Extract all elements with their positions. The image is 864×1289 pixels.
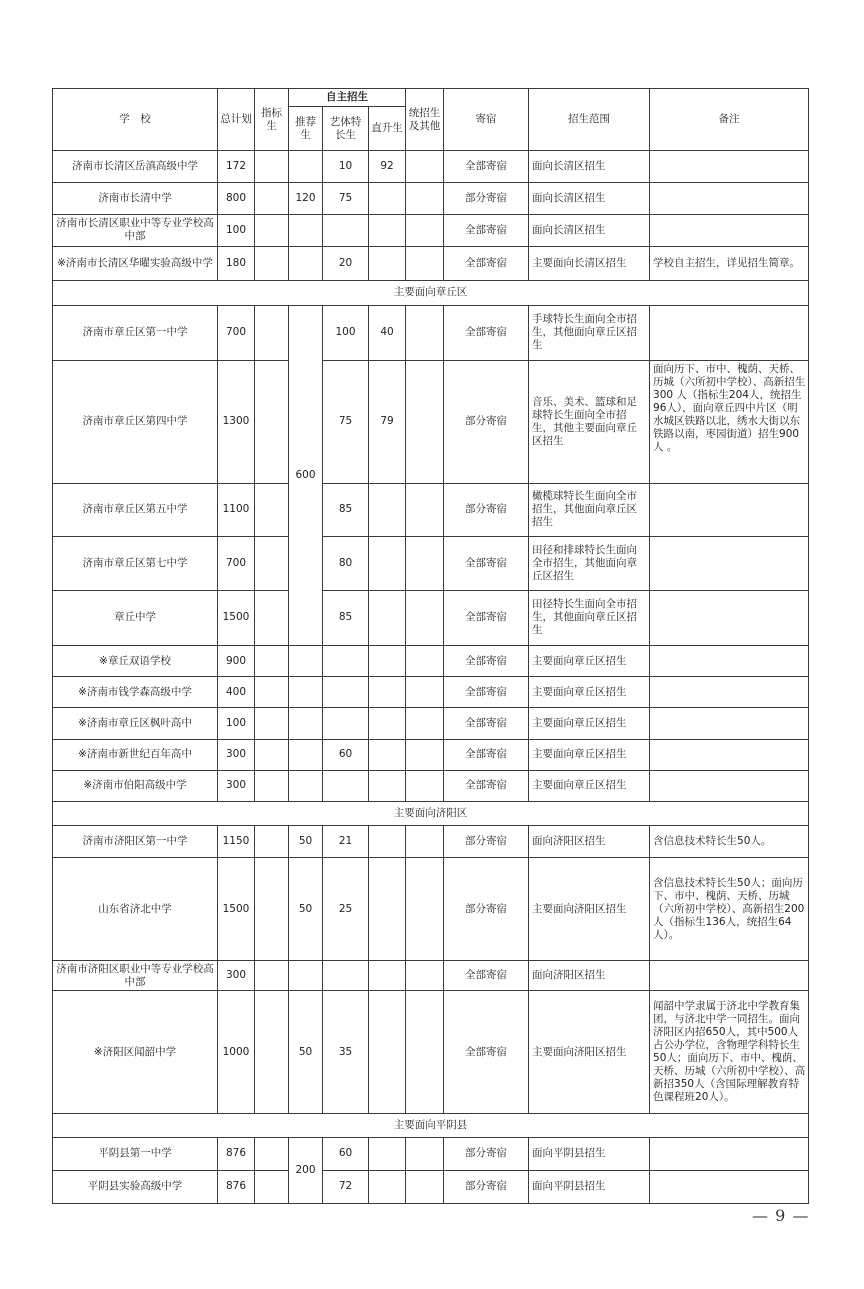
scope-cell: 面向济阳区招生 [529,961,650,991]
direct-cell [369,1138,406,1170]
header-boarding: 寄宿 [444,89,529,151]
total-plan-cell: 900 [218,645,255,676]
quota-cell [255,305,289,360]
school-name-cell: ※济南市伯阳高级中学 [53,770,218,801]
scope-cell: 面向长清区招生 [529,151,650,182]
art-sports-cell [323,677,369,708]
unified-cell [406,770,444,801]
boarding-cell: 全部寄宿 [444,645,529,676]
remark-cell [650,483,809,536]
table-row [53,677,809,708]
art-sports-cell: 35 [323,991,369,1114]
remark-cell [650,645,809,676]
quota-cell [255,590,289,645]
unified-cell [406,677,444,708]
school-name-cell: 济南市济阳区职业中等专业学校高中部 [53,961,218,991]
remark-cell: 含信息技术特长生50人；面向历下、市中、槐荫、天桥、历城（六所初中学校）、高新招生200 人（指标生136人，统招生64人）。 [650,858,809,961]
unified-cell [406,360,444,483]
scope-cell: 主要面向章丘区招生 [529,645,650,676]
table-row [53,483,809,536]
scope-cell: 主要面向章丘区招生 [529,770,650,801]
boarding-cell: 全部寄宿 [444,961,529,991]
table-row [53,1138,809,1170]
school-name-cell: 济南市济阳区第一中学 [53,826,218,858]
direct-cell [369,247,406,281]
art-sports-cell: 20 [323,247,369,281]
boarding-cell: 全部寄宿 [444,151,529,182]
remark-cell [650,770,809,801]
quota-cell [255,858,289,961]
boarding-cell: 部分寄宿 [444,826,529,858]
art-sports-cell: 80 [323,537,369,590]
remark-cell [650,182,809,214]
scope-cell: 面向平阴县招生 [529,1170,650,1203]
boarding-cell: 部分寄宿 [444,360,529,483]
recommend-cell [289,214,323,246]
header-total: 总计划 [218,89,255,151]
quota-cell [255,537,289,590]
art-sports-cell: 21 [323,826,369,858]
unified-cell [406,151,444,182]
boarding-cell: 全部寄宿 [444,590,529,645]
boarding-cell: 全部寄宿 [444,708,529,739]
header-school: 学 校 [53,89,218,151]
table-row [53,537,809,590]
unified-cell [406,708,444,739]
unified-cell [406,645,444,676]
table-row [53,858,809,961]
quota-cell [255,961,289,991]
direct-cell [369,961,406,991]
scope-cell: 田径和排球特长生面向全市招生，其他面向章丘区招生 [529,537,650,590]
scope-cell: 音乐、美术、篮球和足球特长生面向全市招生，其他主要面向章丘区招生 [529,360,650,483]
school-name-cell: ※济南市章丘区枫叶高中 [53,708,218,739]
header-direct: 直升生 [369,107,406,151]
section-row [53,802,809,826]
direct-cell [369,991,406,1114]
remark-cell [650,537,809,590]
quota-cell [255,770,289,801]
total-plan-cell: 876 [218,1170,255,1203]
table-row [53,360,809,483]
header-unified: 统招生及其他 [406,89,444,151]
art-sports-cell: 85 [323,590,369,645]
total-plan-cell: 1500 [218,590,255,645]
unified-cell [406,739,444,770]
direct-cell [369,858,406,961]
header-remarks: 备注 [650,89,809,151]
table-row [53,991,809,1114]
school-name-cell: 济南市长清中学 [53,182,218,214]
admission-plan-table-wrapper [52,88,808,1204]
total-plan-cell: 100 [218,214,255,246]
school-name-cell: ※济南市钱学森高级中学 [53,677,218,708]
quota-cell [255,991,289,1114]
recommend-cell [289,247,323,281]
table-row [53,182,809,214]
school-name-cell: 济南市章丘区第七中学 [53,537,218,590]
art-sports-cell: 60 [323,739,369,770]
quota-cell [255,360,289,483]
quota-cell [255,645,289,676]
remark-cell [650,961,809,991]
recommend-cell [289,677,323,708]
direct-cell [369,483,406,536]
direct-cell [369,708,406,739]
quota-cell [255,708,289,739]
total-plan-cell: 300 [218,739,255,770]
unified-cell [406,1138,444,1170]
unified-cell [406,305,444,360]
unified-cell [406,991,444,1114]
section-row [53,1114,809,1138]
table-row [53,645,809,676]
admission-plan-table [52,88,809,1204]
table-row [53,1170,809,1203]
scope-cell: 手球特长生面向全市招生，其他面向章丘区招生 [529,305,650,360]
recommend-cell: 50 [289,858,323,961]
unified-cell [406,961,444,991]
total-plan-cell: 172 [218,151,255,182]
unified-cell [406,826,444,858]
direct-cell [369,590,406,645]
direct-cell [369,1170,406,1203]
school-name-cell: 济南市章丘区第一中学 [53,305,218,360]
scope-cell: 主要面向章丘区招生 [529,677,650,708]
table-row [53,305,809,360]
recommend-merged-cell: 600 [289,305,323,645]
unified-cell [406,247,444,281]
scope-cell: 面向平阴县招生 [529,1138,650,1170]
section-title: 主要面向章丘区 [53,281,809,305]
recommend-cell [289,151,323,182]
art-sports-cell: 72 [323,1170,369,1203]
boarding-cell: 全部寄宿 [444,214,529,246]
total-plan-cell: 100 [218,708,255,739]
unified-cell [406,1170,444,1203]
recommend-cell [289,645,323,676]
unified-cell [406,858,444,961]
scope-cell: 面向长清区招生 [529,182,650,214]
art-sports-cell [323,770,369,801]
quota-cell [255,1170,289,1203]
school-name-cell: 山东省济北中学 [53,858,218,961]
art-sports-cell: 85 [323,483,369,536]
total-plan-cell: 700 [218,537,255,590]
scope-cell: 面向长清区招生 [529,214,650,246]
direct-cell: 40 [369,305,406,360]
quota-cell [255,677,289,708]
page-number: — 9 — [752,1206,810,1225]
school-name-cell: ※济南市新世纪百年高中 [53,739,218,770]
school-name-cell: 济南市章丘区第五中学 [53,483,218,536]
header-row-1 [53,89,809,107]
school-name-cell: 平阴县第一中学 [53,1138,218,1170]
boarding-cell: 全部寄宿 [444,537,529,590]
quota-cell [255,214,289,246]
remark-cell [650,590,809,645]
total-plan-cell: 800 [218,182,255,214]
scope-cell: 面向济阳区招生 [529,826,650,858]
direct-cell: 79 [369,360,406,483]
table-row [53,151,809,182]
art-sports-cell: 75 [323,182,369,214]
table-row [53,214,809,246]
school-name-cell: 平阴县实验高级中学 [53,1170,218,1203]
recommend-cell: 50 [289,826,323,858]
scope-cell: 主要面向长清区招生 [529,247,650,281]
scope-cell: 田径特长生面向全市招生，其他面向章丘区招生 [529,590,650,645]
art-sports-cell: 75 [323,360,369,483]
remark-cell [650,151,809,182]
boarding-cell: 全部寄宿 [444,770,529,801]
art-sports-cell: 100 [323,305,369,360]
remark-cell [650,1170,809,1203]
recommend-cell [289,770,323,801]
remark-cell: 学校自主招生，详见招生简章。 [650,247,809,281]
header-quota: 指标生 [255,89,289,151]
quota-cell [255,151,289,182]
total-plan-cell: 876 [218,1138,255,1170]
scope-cell: 主要面向济阳区招生 [529,991,650,1114]
boarding-cell: 部分寄宿 [444,1138,529,1170]
school-name-cell: 章丘中学 [53,590,218,645]
header-art-sports: 艺体特长生 [323,107,369,151]
unified-cell [406,182,444,214]
school-name-cell: 济南市长清区职业中等专业学校高中部 [53,214,218,246]
total-plan-cell: 1150 [218,826,255,858]
boarding-cell: 部分寄宿 [444,1170,529,1203]
table-row [53,708,809,739]
recommend-cell [289,708,323,739]
direct-cell [369,826,406,858]
total-plan-cell: 400 [218,677,255,708]
remark-cell: 闻韶中学隶属于济北中学教育集团，与济北中学一同招生。面向济阳区内招650人，其中500人占公办学位，含物理学科特长生50人；面向历下、市中、槐荫、天桥、历城（六所初中学校）、高新招350人（含国际理解教育特色课程班20人）。 [650,991,809,1114]
table-row [53,590,809,645]
quota-cell [255,739,289,770]
recommend-cell: 120 [289,182,323,214]
direct-cell [369,770,406,801]
total-plan-cell: 300 [218,770,255,801]
scope-cell: 主要面向济阳区招生 [529,858,650,961]
table-row [53,739,809,770]
art-sports-cell: 25 [323,858,369,961]
remark-cell [650,739,809,770]
remark-cell: 面向历下、市中、槐荫、天桥、历城（六所初中学校）、高新招生300 人（指标生204人，统招生96人），面向章丘四中片区（明水城区铁路以北，绣水大街以东铁路以南，枣园街道）招生900人 。 [650,360,809,483]
total-plan-cell: 700 [218,305,255,360]
art-sports-cell [323,214,369,246]
boarding-cell: 部分寄宿 [444,483,529,536]
direct-cell [369,214,406,246]
scope-cell: 主要面向章丘区招生 [529,739,650,770]
boarding-cell: 全部寄宿 [444,677,529,708]
total-plan-cell: 1000 [218,991,255,1114]
remark-cell: 含信息技术特长生50人。 [650,826,809,858]
art-sports-cell: 10 [323,151,369,182]
art-sports-cell [323,708,369,739]
total-plan-cell: 1500 [218,858,255,961]
art-sports-cell [323,645,369,676]
recommend-cell [289,739,323,770]
recommend-cell [289,961,323,991]
remark-cell [650,677,809,708]
direct-cell [369,677,406,708]
boarding-cell: 部分寄宿 [444,182,529,214]
scope-cell: 橄榄球特长生面向全市招生，其他面向章丘区招生 [529,483,650,536]
boarding-cell: 全部寄宿 [444,305,529,360]
school-name-cell: ※济南市长清区华曜实验高级中学 [53,247,218,281]
direct-cell: 92 [369,151,406,182]
total-plan-cell: 1300 [218,360,255,483]
header-self-enrollment: 自主招生 [289,89,406,107]
quota-cell [255,483,289,536]
quota-cell [255,247,289,281]
total-plan-cell: 1100 [218,483,255,536]
section-row [53,281,809,305]
unified-cell [406,590,444,645]
table-row [53,826,809,858]
quota-cell [255,1138,289,1170]
table-row [53,961,809,991]
direct-cell [369,645,406,676]
school-name-cell: ※济阳区闻韶中学 [53,991,218,1114]
section-title: 主要面向济阳区 [53,802,809,826]
direct-cell [369,739,406,770]
header-scope: 招生范围 [529,89,650,151]
direct-cell [369,537,406,590]
boarding-cell: 全部寄宿 [444,739,529,770]
boarding-cell: 部分寄宿 [444,858,529,961]
total-plan-cell: 300 [218,961,255,991]
remark-cell [650,305,809,360]
header-recommend: 推荐生 [289,107,323,151]
unified-cell [406,537,444,590]
scope-cell: 主要面向章丘区招生 [529,708,650,739]
school-name-cell: 济南市长清区岳滇高级中学 [53,151,218,182]
art-sports-cell: 60 [323,1138,369,1170]
unified-cell [406,214,444,246]
direct-cell [369,182,406,214]
table-row [53,247,809,281]
remark-cell [650,1138,809,1170]
unified-cell [406,483,444,536]
quota-cell [255,826,289,858]
table-row [53,770,809,801]
total-plan-cell: 180 [218,247,255,281]
boarding-cell: 全部寄宿 [444,991,529,1114]
remark-cell [650,214,809,246]
school-name-cell: ※章丘双语学校 [53,645,218,676]
section-title: 主要面向平阴县 [53,1114,809,1138]
recommend-cell: 50 [289,991,323,1114]
school-name-cell: 济南市章丘区第四中学 [53,360,218,483]
art-sports-cell [323,961,369,991]
quota-cell [255,182,289,214]
recommend-merged-cell: 200 [289,1138,323,1204]
remark-cell [650,708,809,739]
boarding-cell: 全部寄宿 [444,247,529,281]
